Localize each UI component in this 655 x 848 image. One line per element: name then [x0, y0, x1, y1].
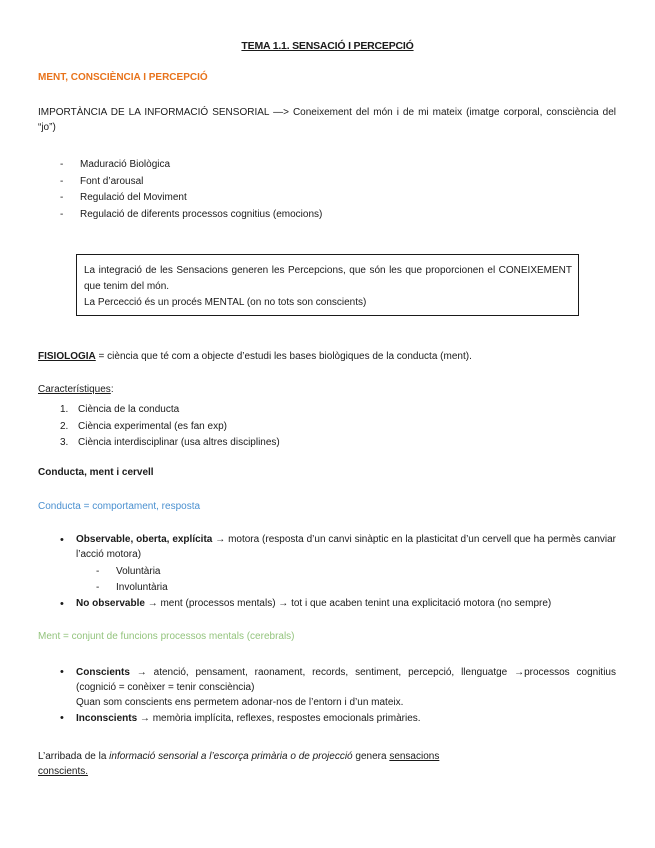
list-item: - Maduració Biològica — [60, 159, 171, 170]
ment-bullets — [60, 665, 616, 726]
list-item: 1. Ciència de la conducta — [60, 404, 180, 415]
conducta-heading: Conducta, ment i cervell — [38, 467, 154, 478]
list-item: • Inconscients → memòria implícita, reflexes, respostes emocionals primàries. — [60, 712, 421, 724]
section-heading-ment: MENT, CONSCIÈNCIA I PERCEPCIÓ — [38, 72, 208, 83]
conducta-bullets — [60, 533, 616, 612]
bullet-icon: • — [60, 712, 64, 724]
fisiologia-definition: = ciència que té com a objecte d’estudi les bases biològiques de la conducta (ment). — [95, 351, 472, 362]
bullet-icon: • — [60, 598, 64, 610]
list-item: - Voluntària — [96, 566, 161, 577]
highlight-box — [76, 254, 579, 316]
list-item: • No observable → ment (processos mentals) → tot i que acaben tenint una explicitació motora (no sempre) — [60, 598, 552, 610]
box-line-1: La integració de les Sensacions generen les Percepcions, que són les que proporcionen el CONEIXEMENT que tenim del món. — [84, 265, 572, 292]
list-item: - Involuntària — [96, 582, 168, 593]
list-item: - Regulació del Moviment — [60, 192, 187, 203]
page-title: TEMA 1.1. SENSACIÓ I PERCEPCIÓ — [241, 40, 414, 52]
list-item: - Regulació de diferents processos cognitius (emocions) — [60, 208, 323, 220]
sub-list — [60, 564, 616, 596]
list-item: 3. Ciència interdisciplinar (usa altres disciplines) — [60, 437, 280, 448]
conducta-definition: Conducta = comportament, resposta — [38, 501, 201, 512]
importance-paragraph: IMPORTÀNCIA DE LA INFORMACIÓ SENSORIAL —> Coneixement del món i de mi mateix (imatge corporal, consciència del “jo”) — [38, 107, 616, 133]
ment-definition: Ment = conjunt de funcions processos mentals (cerebrals) — [38, 631, 295, 642]
list-item: • Observable, oberta, explícita → motora (resposta d’un canvi sinàptic en la plasticitat d’un cervell que ha permès canviar l’acció motora) — [60, 533, 616, 562]
numbered-list — [60, 402, 280, 452]
bullet-icon: • — [60, 666, 64, 678]
list-item: • Conscients → atenció, pensament, raonament, records, sentiment, percepció, llenguatge →processos cognitius (cognició = conèixer = tenir consciència) — [60, 666, 616, 693]
conscients-extra: Quan som conscients ens permetem adonar-nos de l’entorn i d’un mateix. — [76, 697, 404, 708]
dash-list — [60, 157, 322, 223]
list-item: 2. Ciència experimental (es fan exp) — [60, 420, 227, 432]
caracteristiques-label: Característiques: — [38, 384, 114, 395]
bullet-icon: • — [60, 534, 64, 546]
final-paragraph: L’arribada de la informació sensorial a l’escorça primària o de projecció genera sensacions conscients. — [38, 751, 440, 777]
box-line-2: La Percecció és un procés MENTAL (on no tots son conscients) — [84, 297, 367, 308]
list-item: - Font d’arousal — [60, 175, 144, 187]
fisiologia-paragraph — [38, 350, 616, 365]
fisiologia-term: FISIOLOGIA — [38, 351, 96, 362]
